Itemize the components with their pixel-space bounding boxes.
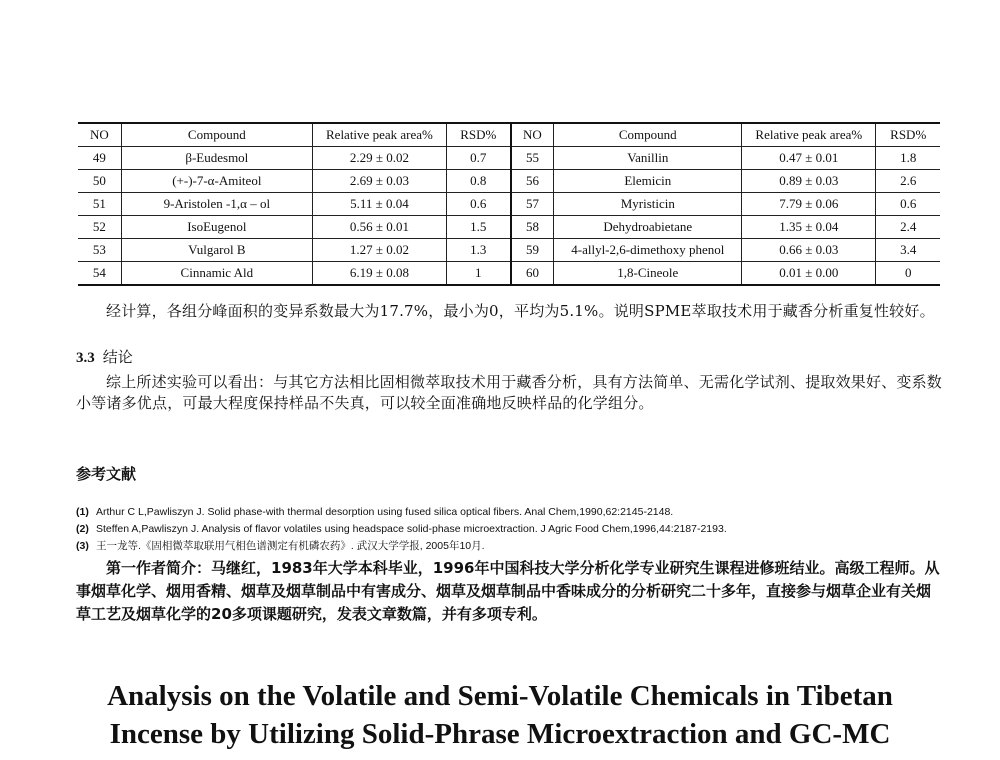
table-cell: Cinnamic Ald: [121, 262, 312, 286]
table-cell: 50: [78, 170, 121, 193]
author-bio: [76, 557, 942, 626]
table-cell: 56: [511, 170, 554, 193]
table-cell: 58: [511, 216, 554, 239]
table-cell: 0.56 ± 0.01: [312, 216, 446, 239]
reference-number: (3): [76, 540, 89, 552]
table-cell: 0.47 ± 0.01: [742, 147, 876, 170]
table-cell: 9-Aristolen -1,α – ol: [121, 193, 312, 216]
reference-item: [76, 538, 942, 555]
table-cell: 0.6: [447, 193, 511, 216]
table-row: [78, 193, 940, 216]
table-cell: 5.11 ± 0.04: [312, 193, 446, 216]
table-cell: Vulgarol B: [121, 239, 312, 262]
table-cell: 1.35 ± 0.04: [742, 216, 876, 239]
table-cell: 1: [447, 262, 511, 286]
reference-number: (2): [76, 523, 89, 535]
table-cell: 0.8: [447, 170, 511, 193]
table-cell: 2.69 ± 0.03: [312, 170, 446, 193]
table-cell: 0: [876, 262, 940, 286]
table-cell: 57: [511, 193, 554, 216]
table-cell: Dehydroabietane: [554, 216, 742, 239]
table-header-row: [78, 123, 940, 147]
table-row: [78, 170, 940, 193]
table-cell: IsoEugenol: [121, 216, 312, 239]
summary-paragraph: 经计算，各组分峰面积的变异系数最大为17.7%，最小为0，平均为5.1%。说明SPME萃取技术用于藏香分析重复性较好。: [106, 302, 935, 320]
header-cell: Compound: [554, 123, 742, 147]
header-cell: NO: [511, 123, 554, 147]
table-cell: 0.66 ± 0.03: [742, 239, 876, 262]
reference-number: (1): [76, 506, 89, 518]
reference-text: Steffen A,Pawliszyn J. Analysis of flavor volatiles using headspace solid-phase microextraction. J Agric Food Chem,1996,44:2187-2193.: [96, 523, 727, 535]
header-cell: Relative peak area%: [742, 123, 876, 147]
table-cell: Myristicin: [554, 193, 742, 216]
table-cell: 6.19 ± 0.08: [312, 262, 446, 286]
table-cell: 49: [78, 147, 121, 170]
table-cell: 1.5: [447, 216, 511, 239]
table-cell: 4-allyl-2,6-dimethoxy phenol: [554, 239, 742, 262]
table-cell: (+-)-7-α-Amiteol: [121, 170, 312, 193]
header-cell: RSD%: [447, 123, 511, 147]
references-heading: 参考文献: [76, 465, 137, 483]
header-cell: Compound: [121, 123, 312, 147]
table-cell: 2.4: [876, 216, 940, 239]
table-row: [78, 239, 940, 262]
table-cell: 1.27 ± 0.02: [312, 239, 446, 262]
references-list: [76, 504, 942, 555]
table-cell: 51: [78, 193, 121, 216]
reference-item: [76, 504, 942, 521]
header-cell: RSD%: [876, 123, 940, 147]
english-title: [60, 677, 940, 753]
table-cell: 1.3: [447, 239, 511, 262]
table-cell: 54: [78, 262, 121, 286]
reference-item: [76, 521, 942, 538]
table-cell: 60: [511, 262, 554, 286]
header-cell: Relative peak area%: [312, 123, 446, 147]
table-cell: 55: [511, 147, 554, 170]
table-cell: 52: [78, 216, 121, 239]
table-row: [78, 262, 940, 286]
table-cell: β-Eudesmol: [121, 147, 312, 170]
table-body: [78, 147, 940, 286]
rsd-table: [78, 122, 940, 286]
table-row: [78, 147, 940, 170]
table-cell: Vanillin: [554, 147, 742, 170]
table-cell: 1,8-Cineole: [554, 262, 742, 286]
header-cell: NO: [78, 123, 121, 147]
reference-text: 王一龙等.《固相微萃取联用气相色谱测定有机磷农药》. 武汉大学学报, 2005年10月.: [96, 540, 485, 552]
table-cell: 1.8: [876, 147, 940, 170]
section-title: 结论: [102, 348, 133, 366]
table-cell: 2.29 ± 0.02: [312, 147, 446, 170]
table-cell: Elemicin: [554, 170, 742, 193]
section-number: 3.3: [76, 350, 95, 366]
table-row: [78, 216, 940, 239]
table-cell: 0.7: [447, 147, 511, 170]
english-title-line: Incense by Utilizing Solid-Phrase Microextraction and GC-MC: [109, 718, 891, 750]
table-cell: 7.79 ± 0.06: [742, 193, 876, 216]
table-cell: 59: [511, 239, 554, 262]
conclusion-paragraph: 综上所述实验可以看出：与其它方法相比固相微萃取技术用于藏香分析，具有方法简单、无需化学试剂、提取效果好、变系数小等诸多优点，可最大程度保持样品不失真，可以较全面准确地反映样品的化学组分。: [76, 373, 943, 412]
table-cell: 2.6: [876, 170, 940, 193]
english-title-line: Analysis on the Volatile and Semi-Volatile Chemicals in Tibetan: [107, 680, 893, 712]
author-bio-text: 第一作者简介：马继红，1983年大学本科毕业，1996年中国科技大学分析化学专业研究生课程进修班结业。高级工程师。从事烟草化学、烟用香精、烟草及烟草制品中有害成分、烟草及烟草制品中香味成分的分析研究二十多年，直接参与烟草企业有关烟草工艺及烟草化学的20多项课题研究，发表文章数篇，并有多项专利。: [76, 559, 940, 623]
table-cell: 3.4: [876, 239, 940, 262]
table-cell: 0.89 ± 0.03: [742, 170, 876, 193]
table-cell: 0.6: [876, 193, 940, 216]
reference-text: Arthur C L,Pawliszyn J. Solid phase-with thermal desorption using fused silica optical fibers. Anal Chem,1990,62:2145-2148.: [96, 506, 674, 518]
table-cell: 53: [78, 239, 121, 262]
table-cell: 0.01 ± 0.00: [742, 262, 876, 286]
section-heading: [76, 346, 133, 367]
